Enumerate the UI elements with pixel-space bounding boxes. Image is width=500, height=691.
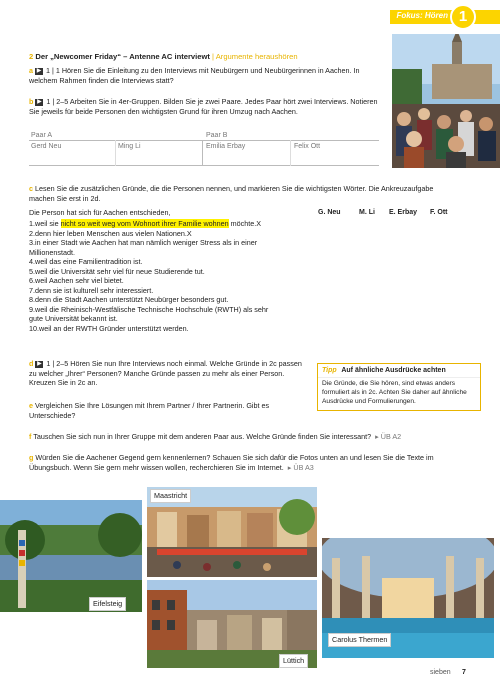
column-header-fott: F. Ott <box>430 209 448 216</box>
reason-text <box>35 257 142 266</box>
exercise-title: 2 Der „Newcomer Friday“ – Antenne AC interviewt | Argumente heraushören <box>29 52 298 61</box>
task-g: g Würden Sie die Aachener Gegend gern kennenlernen? Schauen Sie sich dafür die Fotos unten an und lesen Sie die Texte im Übungsbuch. Wenn Sie gern mehr wissen wollen, recherchieren Sie im Internet. ▸ ÜB A3 <box>29 453 434 472</box>
footer-word: sieben <box>430 669 451 676</box>
task-d <box>29 359 307 388</box>
reason-row <box>29 276 469 286</box>
reason-list <box>29 219 469 333</box>
tip-body: Die Gründe, die Sie hören, sind etwas anders formuliert als in 2c. Achten Sie daher auf ähnliche Ausdrücke und Formulierungen. <box>322 380 467 406</box>
task-f-ref[interactable]: ÜB A2 <box>380 432 402 441</box>
pair-divider-top <box>29 140 379 141</box>
chapter-section-label: Fokus: Hören <box>396 11 448 20</box>
audio-icon: ▶ <box>37 98 42 105</box>
page-number: 7 <box>462 669 466 676</box>
task-g-letter: g <box>29 453 34 462</box>
task-a-letter: a <box>29 66 33 75</box>
maastricht-caption: Maastricht <box>150 489 191 503</box>
audio-icon: ▶ <box>37 360 42 367</box>
reasons-intro: Die Person hat sich für Aachen entschieden, <box>29 208 171 217</box>
reason-text <box>39 324 189 333</box>
task-e <box>29 401 307 420</box>
task-b-letter: b <box>29 97 34 106</box>
task-a-text: Hören Sie die Einleitung zu den Interviews mit Neubürgern und Neubürgerinnen in Aachen. In welchem Rahmen finden die Interviews statt? <box>29 66 360 85</box>
reason-row <box>29 229 469 239</box>
task-d-text: Hören Sie nun Ihre Interviews noch einmal. Welche Gründe in 2c passen zu welcher „Ihrer“ Personen? Manche Gründe passen zu mehr als einer Person. Kreuzen Sie in 2c an. <box>29 359 302 387</box>
task-f-letter: f <box>29 432 32 441</box>
reason-text <box>35 286 153 295</box>
task-d-letter: d <box>29 359 34 368</box>
task-e-text: Vergleichen Sie Ihre Lösungen mit Ihrem Partner / Ihrer Partnerin. Gibt es Unterschiede? <box>29 401 270 420</box>
chapter-number-badge: 1 <box>450 4 476 30</box>
pair-name-3: Emilia Erbay <box>206 143 246 150</box>
pair-name-4: Felix Ott <box>294 143 321 150</box>
pair-answer-box[interactable] <box>29 151 379 166</box>
reason-text-part: denn hier leben Menschen aus vielen Nationen. <box>35 228 187 238</box>
reason-number: 2. <box>29 228 35 238</box>
chapter-header <box>0 0 500 26</box>
column-header-eerbay: E. Erbay <box>389 209 418 216</box>
reason-row <box>29 324 469 334</box>
column-header-gneu: G. Neu <box>318 209 341 216</box>
reason-text-part: weil sie <box>35 219 61 228</box>
reason-row <box>29 248 469 258</box>
eifelsteig-caption: Eifelsteig <box>89 597 126 611</box>
pair-col-divider <box>115 140 116 166</box>
task-c <box>29 184 449 203</box>
reason-row <box>29 305 469 315</box>
task-a <box>29 66 387 85</box>
tip-title: Auf ähnliche Ausdrücke achten <box>341 367 446 374</box>
tip-box <box>317 363 481 411</box>
reason-row <box>29 267 469 277</box>
reason-number: 5. <box>29 266 35 276</box>
task-b-track: 1 | 2–5 <box>46 97 69 106</box>
task-g-text: Würden Sie die Aachener Gegend gern kennenlernen? Schauen Sie sich dafür die Fotos unten an und lesen Sie die Texte im Übungsbuch. Wenn Sie gern mehr wissen wollen, recherchieren Sie im Internet. <box>29 453 434 472</box>
task-e-letter: e <box>29 401 33 410</box>
column-header-mli: M. Li <box>359 209 375 216</box>
tip-tag: Tipp <box>322 367 337 374</box>
answer-checkbox[interactable]: X <box>256 219 261 228</box>
reason-row <box>29 314 469 324</box>
reason-number: 4. <box>29 257 35 266</box>
pair-b-label: Paar B <box>206 132 228 139</box>
reason-number: 10. <box>29 323 39 333</box>
reason-text-part: weil Aachen sehr viel bietet. <box>35 276 124 285</box>
reason-text <box>29 248 75 257</box>
reason-text <box>35 267 205 276</box>
pair-name-2: Ming Li <box>118 143 141 150</box>
aachen-crowd-photo <box>392 34 500 168</box>
reason-row <box>29 295 469 305</box>
audio-icon: ▶ <box>36 67 42 74</box>
tip-header <box>318 364 480 378</box>
reason-text-part: weil die Universität sehr viel für neue Studierende tut. <box>35 266 205 276</box>
reason-text-part: weil an der RWTH Gründer unterstützt werden. <box>39 323 189 333</box>
exercise-number: 2 <box>29 52 34 61</box>
pair-name-1: Gerd Neu <box>31 143 62 150</box>
carolus-thermen-caption: Carolus Thermen <box>328 633 391 647</box>
reason-row <box>29 219 469 229</box>
reason-text-part: denn sie ist kulturell sehr interessiert. <box>35 285 154 295</box>
reason-text-part: weil die Rheinisch-Westfälische Technische Hochschule (RWTH) als sehr <box>35 304 269 314</box>
exercise-title-text: Der „Newcomer Friday“ – Antenne AC interviewt <box>35 52 210 61</box>
reason-number: 6. <box>29 276 35 285</box>
task-b <box>29 97 387 116</box>
reason-text-part: Millionenstadt. <box>29 247 75 257</box>
reason-text <box>35 305 268 314</box>
luettich-caption: Lüttich <box>279 654 308 668</box>
pair-col-divider <box>202 140 203 166</box>
reason-row <box>29 257 469 267</box>
reason-text <box>35 219 256 228</box>
task-f: f Tauschen Sie sich nun in Ihrer Gruppe mit dem anderen Paar aus. Welche Gründe finden Sie interessant? ▸ ÜB A2 <box>29 432 402 441</box>
reason-number: 8. <box>29 295 35 304</box>
reason-number: 9. <box>29 304 35 314</box>
task-b-text: Arbeiten Sie in 4er-Gruppen. Bilden Sie je zwei Paare. Jedes Paar hört zwei Interviews. Notieren Sie jeweils für beide Personen den wichtigsten Grund für ihren Umzug nach Aachen. <box>29 97 378 116</box>
reason-number: 7. <box>29 285 35 295</box>
reason-number: 1. <box>29 219 35 228</box>
reason-text-part: weil das eine Familientradition ist. <box>35 257 143 266</box>
task-a-track: 1 | 1 <box>46 66 60 75</box>
reason-text <box>35 295 228 304</box>
exercise-hint: Argumente heraushören <box>215 52 298 61</box>
task-d-track: 1 | 2–5 <box>46 359 69 368</box>
reason-row <box>29 286 469 296</box>
reason-text-part: denn die Stadt Aachen unterstützt Neubürger besonders gut. <box>35 295 229 304</box>
reason-text-part: in einer Stadt wie Aachen hat man nämlich weniger Stress als in einer <box>35 238 258 247</box>
pair-col-divider <box>290 140 291 166</box>
task-f-text: Tauschen Sie sich nun in Ihrer Gruppe mit dem anderen Paar aus. Welche Gründe finden Sie interessant? <box>33 432 372 441</box>
reason-text <box>35 276 124 285</box>
reason-number: 3. <box>29 238 35 247</box>
pair-a-label: Paar A <box>31 132 53 139</box>
task-c-letter: c <box>29 184 33 193</box>
reason-row <box>29 238 469 248</box>
task-c-text: Lesen Sie die zusätzlichen Gründe, die die Personen nennen, und markieren Sie die wichtigsten Wörter. Die Ankreuzaufgabe machen Sie erst in 2d. <box>29 184 434 203</box>
answer-checkbox[interactable]: X <box>186 228 192 238</box>
task-g-ref[interactable]: ÜB A3 <box>293 462 314 472</box>
reason-text <box>29 314 118 323</box>
reason-text <box>35 238 257 247</box>
reason-text-part: gute Universität bekannt ist. <box>29 314 118 323</box>
reason-text <box>35 229 187 238</box>
reason-highlight: nicht so weit weg vom Wohnort ihrer Familie wohnen <box>60 219 229 228</box>
reason-text-part: möchte. <box>228 219 257 228</box>
eifelsteig-photo <box>0 500 142 612</box>
